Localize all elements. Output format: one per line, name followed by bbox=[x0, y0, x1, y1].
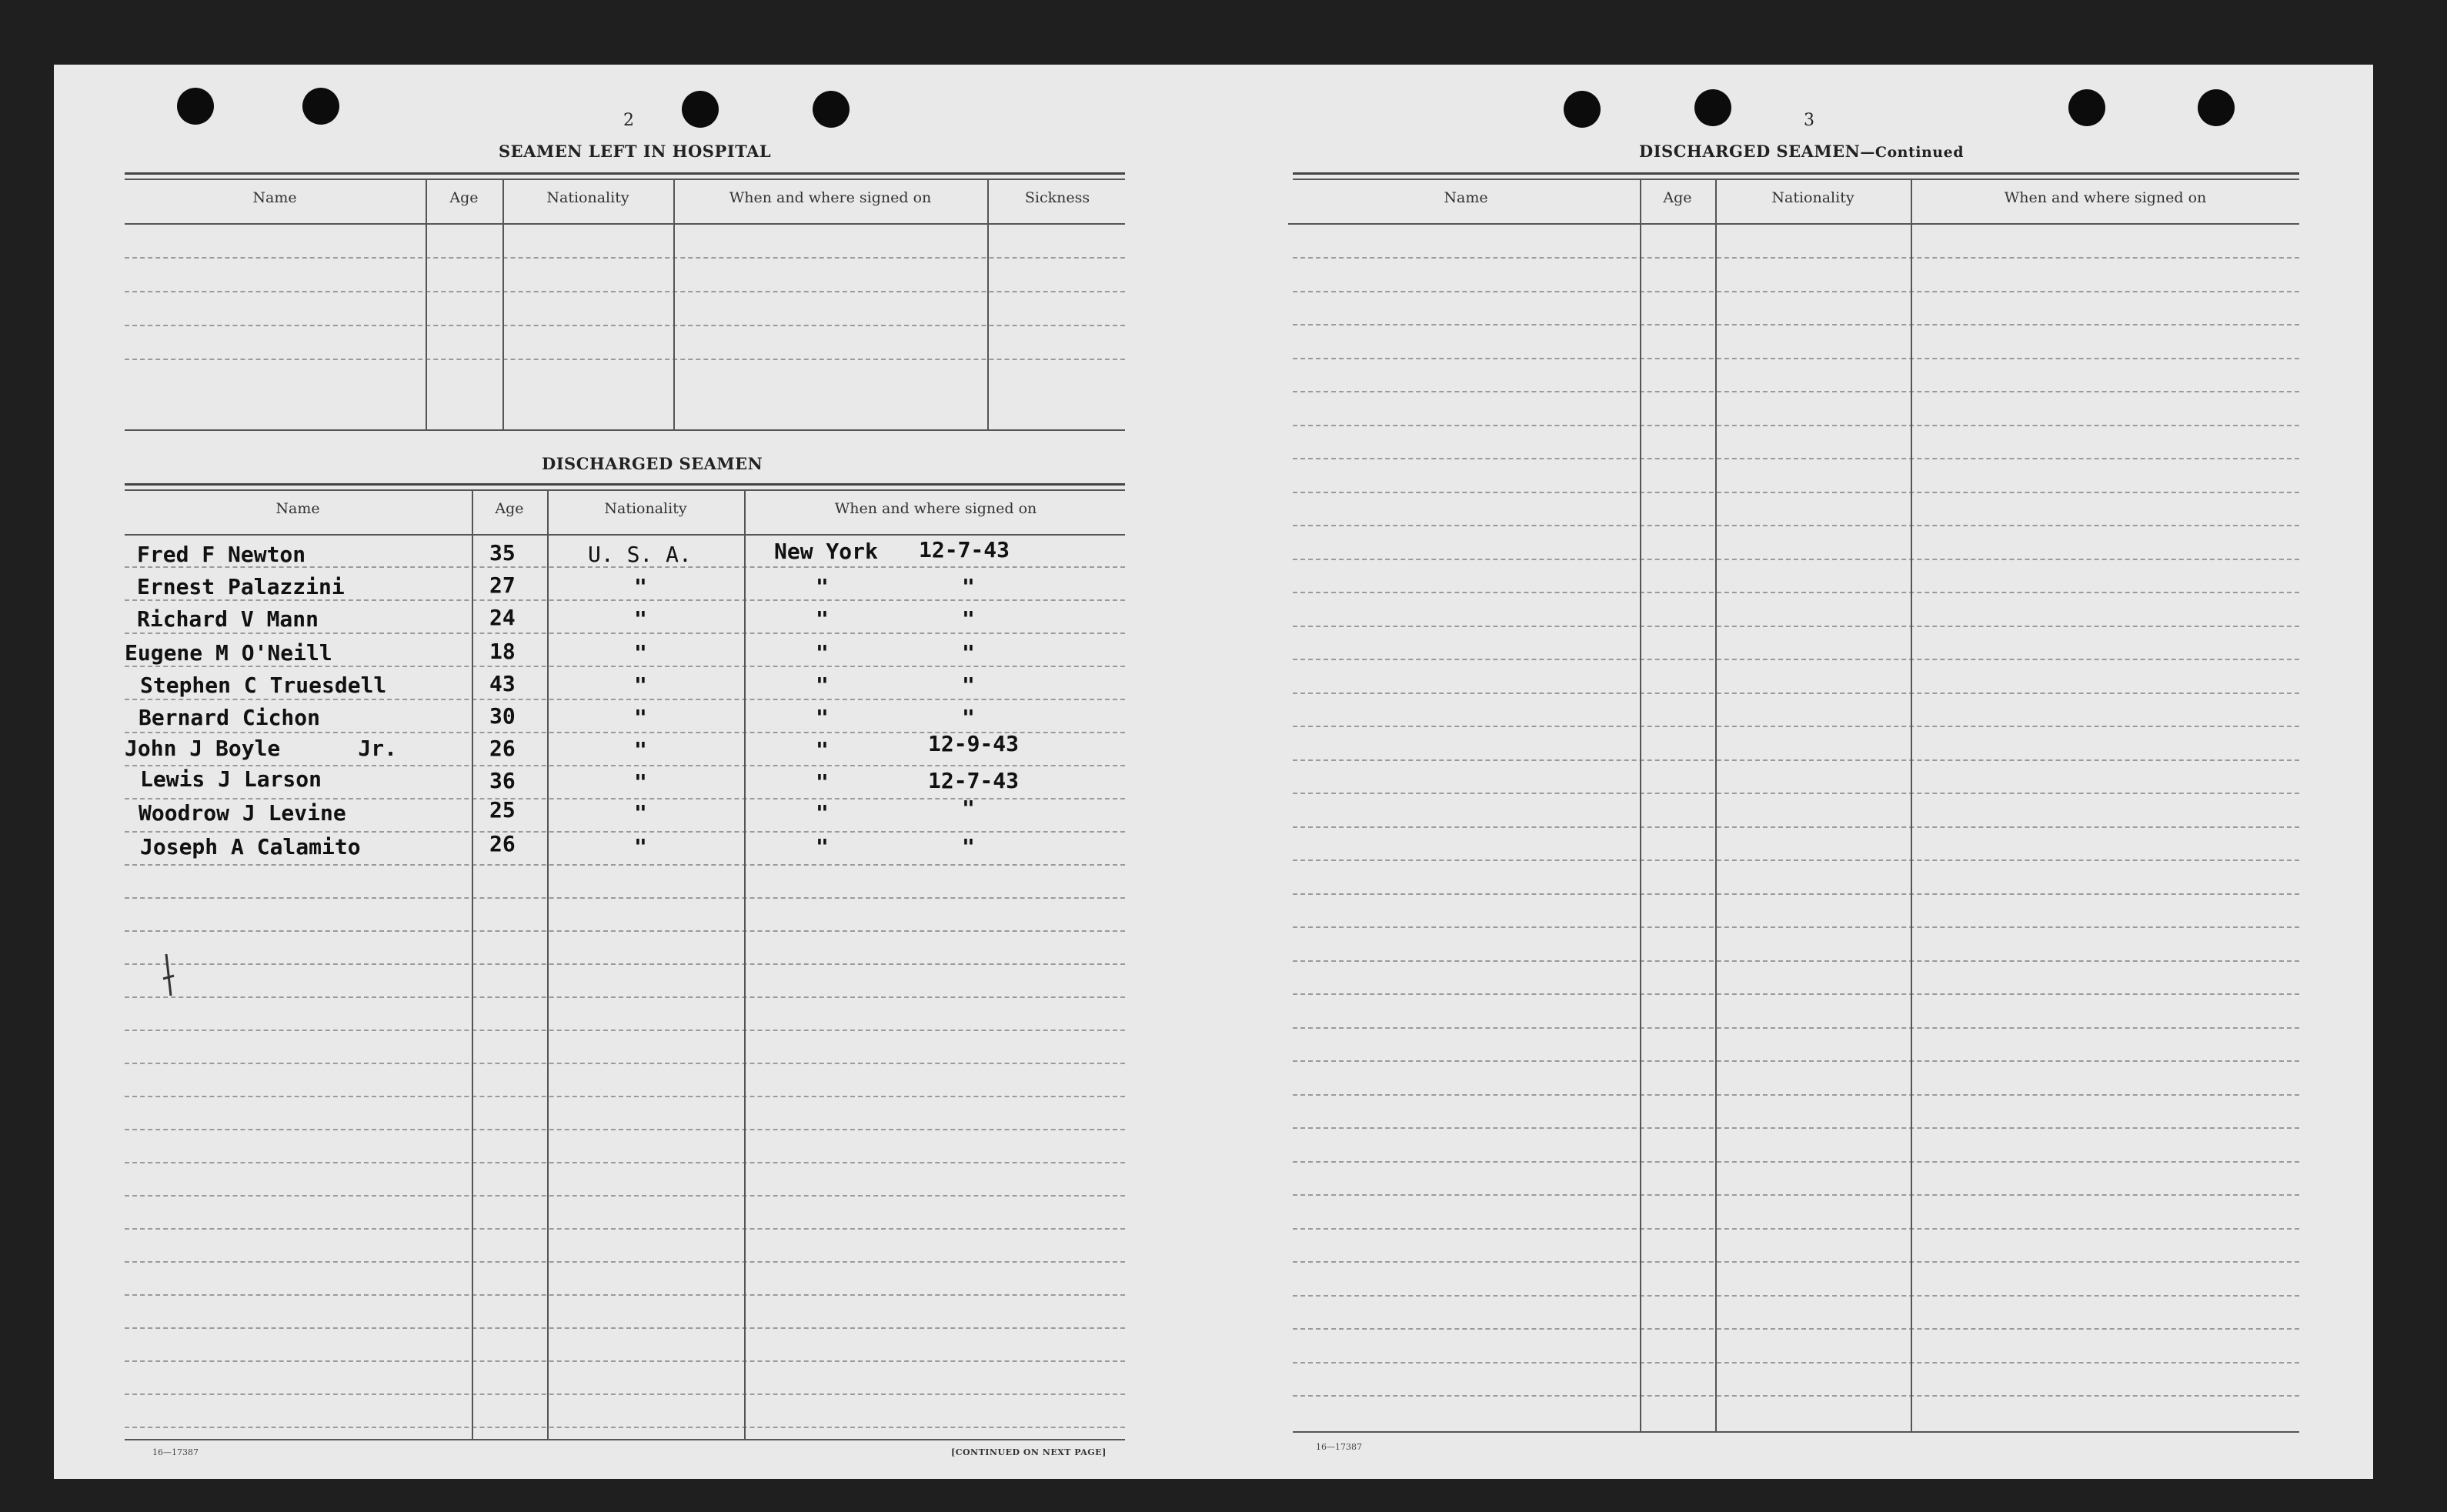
seaman-age: 26 bbox=[489, 736, 516, 761]
row-line bbox=[1293, 559, 2299, 560]
seaman-age: 35 bbox=[489, 540, 516, 566]
col-divider bbox=[426, 180, 427, 429]
seaman-name: Stephen C Truesdell bbox=[140, 673, 387, 698]
seaman-age: 27 bbox=[489, 572, 516, 598]
seaman-age: 24 bbox=[489, 605, 516, 630]
row-line bbox=[1293, 993, 2299, 995]
row-line bbox=[125, 864, 1125, 866]
form-number: 16—17387 bbox=[152, 1447, 199, 1457]
col-header-name: Name bbox=[1444, 189, 1488, 206]
row-line bbox=[1293, 291, 2299, 292]
hospital-section-title: SEAMEN LEFT IN HOSPITAL bbox=[499, 142, 772, 161]
seaman-age: 18 bbox=[489, 639, 516, 664]
right-title-suffix: —Continued bbox=[1860, 144, 1964, 161]
row-line bbox=[1293, 659, 2299, 660]
row-line bbox=[1293, 859, 2299, 861]
punch-hole bbox=[302, 88, 339, 125]
col-header-nationality: Nationality bbox=[1771, 189, 1854, 206]
row-line bbox=[1293, 1161, 2299, 1163]
signed-on-date: " bbox=[962, 673, 975, 698]
row-line bbox=[125, 599, 1125, 601]
row-line bbox=[1293, 1295, 2299, 1297]
seaman-age: 25 bbox=[489, 797, 516, 823]
signed-on-place: New York bbox=[774, 539, 878, 564]
row-line bbox=[1293, 1094, 2299, 1096]
seaman-nationality: " bbox=[634, 673, 647, 698]
row-line bbox=[1293, 1261, 2299, 1263]
punch-hole bbox=[2198, 89, 2235, 126]
row-line bbox=[1293, 1127, 2299, 1129]
rule bbox=[125, 483, 1125, 486]
row-line bbox=[125, 897, 1125, 899]
signed-on-date: " bbox=[962, 574, 975, 599]
rule bbox=[125, 429, 1125, 431]
row-line bbox=[125, 325, 1125, 326]
row-line bbox=[1293, 893, 2299, 895]
col-header-name: Name bbox=[252, 189, 297, 206]
rule bbox=[125, 534, 1125, 536]
row-line bbox=[1293, 592, 2299, 593]
row-line bbox=[1293, 1194, 2299, 1196]
seaman-nationality: " bbox=[634, 606, 647, 632]
punch-hole bbox=[2068, 89, 2105, 126]
row-line bbox=[1293, 1060, 2299, 1062]
rule bbox=[125, 223, 1125, 225]
col-divider bbox=[673, 180, 675, 429]
row-line bbox=[1293, 492, 2299, 493]
signed-on-date: " bbox=[962, 796, 975, 821]
signed-on-place: " bbox=[816, 834, 829, 859]
row-line bbox=[1293, 358, 2299, 359]
right-section-title bbox=[1639, 142, 1964, 161]
signed-on-place: " bbox=[816, 673, 829, 698]
page-number: 2 bbox=[623, 111, 634, 130]
row-line bbox=[125, 996, 1125, 998]
form-number: 16—17387 bbox=[1316, 1442, 1362, 1452]
rule bbox=[125, 179, 1125, 180]
signed-on-date: " bbox=[962, 705, 975, 730]
seaman-name: Joseph A Calamito bbox=[140, 834, 361, 859]
row-line bbox=[125, 1129, 1125, 1130]
row-line bbox=[1293, 525, 2299, 526]
row-line bbox=[1293, 826, 2299, 828]
row-line bbox=[125, 1427, 1125, 1428]
row-line bbox=[1293, 626, 2299, 627]
page-number: 3 bbox=[1804, 111, 1814, 130]
document-sheet bbox=[54, 65, 2373, 1479]
row-line bbox=[1293, 726, 2299, 727]
pencil-mark bbox=[152, 950, 183, 1003]
seaman-name: Eugene M O'Neill bbox=[125, 640, 332, 666]
rule bbox=[1293, 172, 2299, 175]
seaman-name: Ernest Palazzini bbox=[137, 574, 345, 599]
signed-on-place: " bbox=[816, 574, 829, 599]
col-divider bbox=[547, 491, 549, 1439]
rule bbox=[125, 172, 1125, 175]
punch-hole bbox=[682, 91, 719, 128]
row-line bbox=[125, 291, 1125, 292]
row-line bbox=[1293, 425, 2299, 426]
row-line bbox=[125, 1327, 1125, 1329]
signed-on-date: " bbox=[962, 834, 975, 859]
col-header-name: Name bbox=[275, 500, 320, 517]
row-line bbox=[125, 359, 1125, 360]
row-line bbox=[1293, 926, 2299, 928]
seaman-nationality: " bbox=[634, 574, 647, 599]
rule bbox=[1293, 179, 2299, 180]
row-line bbox=[125, 1096, 1125, 1097]
row-line bbox=[125, 1195, 1125, 1197]
signed-on-place: " bbox=[816, 640, 829, 666]
row-line bbox=[1293, 257, 2299, 259]
seaman-name: John J Boyle Jr. bbox=[125, 736, 398, 761]
col-divider bbox=[744, 491, 746, 1439]
rule bbox=[125, 489, 1125, 491]
col-header-age: Age bbox=[495, 500, 524, 517]
seaman-nationality: " bbox=[634, 769, 647, 795]
seaman-nationality: " bbox=[634, 640, 647, 666]
signed-on-date: " bbox=[962, 606, 975, 632]
col-header-age: Age bbox=[449, 189, 479, 206]
row-line bbox=[125, 666, 1125, 667]
seaman-name: Lewis J Larson bbox=[140, 766, 322, 792]
col-header-signed-on: When and where signed on bbox=[834, 500, 1037, 517]
seaman-name: Fred F Newton bbox=[137, 542, 306, 567]
signed-on-place: " bbox=[816, 705, 829, 730]
row-line bbox=[125, 798, 1125, 799]
seaman-age: 26 bbox=[489, 831, 516, 856]
row-line bbox=[125, 1294, 1125, 1296]
row-line bbox=[1293, 759, 2299, 761]
col-divider bbox=[472, 491, 473, 1439]
col-divider bbox=[987, 180, 989, 429]
discharged-section-title: DISCHARGED SEAMEN bbox=[542, 454, 763, 473]
rule bbox=[1288, 223, 2299, 225]
signed-on-date: 12-7-43 bbox=[919, 537, 1010, 562]
row-line bbox=[1293, 793, 2299, 794]
row-line bbox=[125, 1162, 1125, 1163]
row-line bbox=[1293, 1228, 2299, 1230]
row-line bbox=[125, 633, 1125, 634]
seaman-nationality: " bbox=[634, 705, 647, 730]
signed-on-place: " bbox=[816, 606, 829, 632]
punch-hole bbox=[1694, 89, 1731, 126]
seaman-name: Woodrow J Levine bbox=[139, 800, 346, 826]
seaman-name: Bernard Cichon bbox=[139, 705, 321, 730]
punch-hole bbox=[1564, 91, 1601, 128]
col-divider bbox=[1715, 180, 1717, 1431]
rule bbox=[125, 1439, 1125, 1440]
punch-hole bbox=[813, 91, 850, 128]
signed-on-date: 12-9-43 bbox=[928, 731, 1020, 756]
signed-on-place: " bbox=[816, 800, 829, 826]
row-line bbox=[1293, 693, 2299, 694]
rule bbox=[1293, 1431, 2299, 1433]
col-header-sickness: Sickness bbox=[1024, 189, 1090, 206]
row-line bbox=[125, 699, 1125, 700]
row-line bbox=[125, 257, 1125, 259]
row-line bbox=[125, 1063, 1125, 1064]
row-line bbox=[125, 1228, 1125, 1230]
col-divider bbox=[1911, 180, 1912, 1431]
row-line bbox=[1293, 1395, 2299, 1397]
seaman-age: 43 bbox=[489, 671, 516, 696]
seaman-nationality: U. S. A. bbox=[588, 542, 692, 567]
punch-hole bbox=[177, 88, 214, 125]
seaman-name: Richard V Mann bbox=[137, 606, 319, 632]
right-title-main: DISCHARGED SEAMEN bbox=[1639, 142, 1861, 161]
seaman-age: 30 bbox=[489, 703, 516, 729]
pencil-stroke bbox=[163, 954, 174, 996]
row-line bbox=[1293, 324, 2299, 325]
signed-on-date: 12-7-43 bbox=[928, 768, 1020, 793]
col-header-signed-on: When and where signed on bbox=[2004, 189, 2207, 206]
col-header-nationality: Nationality bbox=[546, 189, 629, 206]
row-line bbox=[125, 1394, 1125, 1395]
seaman-age: 36 bbox=[489, 768, 516, 793]
row-line bbox=[125, 963, 1125, 965]
row-line bbox=[125, 930, 1125, 932]
row-line bbox=[1293, 458, 2299, 459]
seaman-nationality: " bbox=[634, 737, 647, 763]
row-line bbox=[1293, 391, 2299, 392]
row-line bbox=[125, 1030, 1125, 1031]
row-line bbox=[1293, 960, 2299, 962]
row-line bbox=[1293, 1362, 2299, 1363]
col-header-signed-on: When and where signed on bbox=[729, 189, 932, 206]
continued-note: [CONTINUED ON NEXT PAGE] bbox=[951, 1447, 1107, 1457]
row-line bbox=[1293, 1328, 2299, 1330]
row-line bbox=[125, 831, 1125, 833]
signed-on-date: " bbox=[962, 640, 975, 666]
col-divider bbox=[502, 180, 504, 429]
col-header-age: Age bbox=[1663, 189, 1692, 206]
seaman-nationality: " bbox=[634, 800, 647, 826]
seaman-nationality: " bbox=[634, 834, 647, 859]
col-header-nationality: Nationality bbox=[604, 500, 687, 517]
row-line bbox=[125, 1261, 1125, 1263]
row-line bbox=[1293, 1027, 2299, 1029]
row-line bbox=[125, 1360, 1125, 1362]
signed-on-place: " bbox=[816, 769, 829, 795]
col-divider bbox=[1640, 180, 1641, 1431]
signed-on-place: " bbox=[816, 737, 829, 763]
